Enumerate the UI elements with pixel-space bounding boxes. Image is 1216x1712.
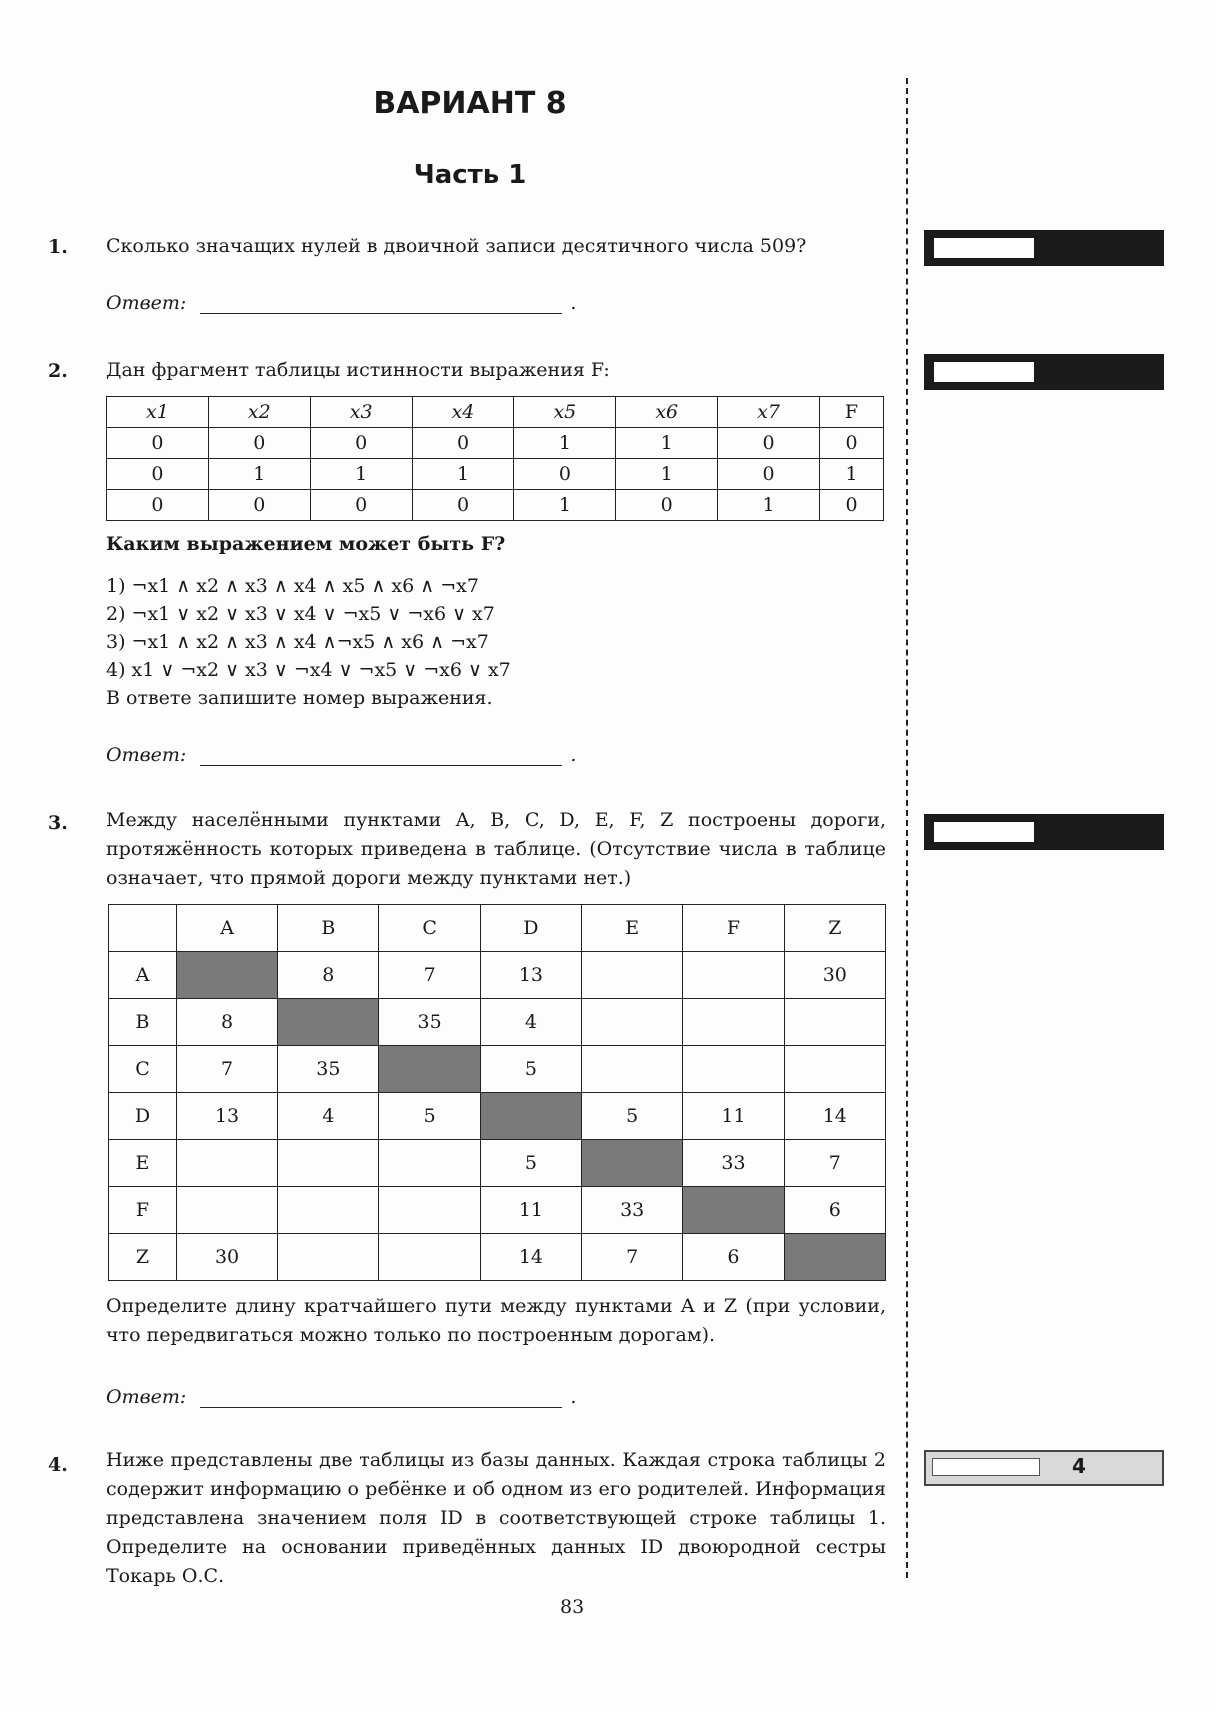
distance-row [109,1046,886,1093]
distance-cell: 14 [480,1234,581,1281]
q2-option: 1) ¬x1 ∧ x2 ∧ x3 ∧ x4 ∧ x5 ∧ x6 ∧ ¬x7 [106,575,479,597]
truth-cell: 1 [820,459,884,490]
distance-row-header: A [109,952,177,999]
distance-cell: 7 [379,952,480,999]
distance-corner-cell [109,905,177,952]
truth-cell: 1 [412,459,514,490]
distance-cell: 4 [278,1093,379,1140]
truth-cell: 1 [514,428,616,459]
distance-row-header: C [109,1046,177,1093]
distance-diagonal-cell [784,1234,885,1281]
distance-cell [683,952,784,999]
truth-cell: 1 [616,428,718,459]
truth-table-row [107,459,884,490]
answer-label: Ответ: [106,1386,187,1408]
q4-box-number: 4 [1072,1454,1086,1478]
distance-col-header: Z [784,905,885,952]
distance-cell [278,1140,379,1187]
q4-text: Ниже представлены две таблицы из базы данных. Каждая строка таблицы 2 содержит информацию о ребёнке и об одном из его родителей. Информация представлена значением поля ID в соответствующей строке таблицы 1. Определите на основании приведённых данных ID двоюродной сестры Токарь О.С. [106,1449,886,1587]
cut-line [906,78,908,1578]
distance-cell: 35 [278,1046,379,1093]
section-title: Часть 1 [413,160,527,190]
truth-head-cell: x6 [616,397,718,428]
truth-table-row [107,428,884,459]
q4-number: 4. [48,1454,68,1476]
distance-cell: 8 [176,999,277,1046]
q3-text: Между населёнными пунктами A, B, C, D, E, F, Z построены дороги, протяжённость которых приведена в таблице. (Отсутствие числа в таблице означает, что прямой дороги между пунктами нет.) [106,809,886,889]
distance-row [109,999,886,1046]
distance-col-header: B [278,905,379,952]
distance-col-header: E [582,905,683,952]
distance-cell: 30 [176,1234,277,1281]
q3-number: 3. [48,812,68,834]
distance-cell: 11 [683,1093,784,1140]
q2-option: 2) ¬x1 ∨ x2 ∨ x3 ∨ x4 ∨ ¬x5 ∨ ¬x6 ∨ x7 [106,603,495,625]
page-title: ВАРИАНТ 8 [373,86,567,121]
distance-cell: 5 [480,1140,581,1187]
distance-cell: 5 [379,1093,480,1140]
q2-option: 3) ¬x1 ∧ x2 ∧ x3 ∧ x4 ∧¬x5 ∧ x6 ∧ ¬x7 [106,631,489,653]
truth-head-cell: x1 [107,397,209,428]
truth-head-cell: x3 [310,397,412,428]
q1-answer-field[interactable] [200,295,562,314]
truth-table-header [107,397,884,428]
distance-row-header: E [109,1140,177,1187]
distance-diagonal-cell [683,1187,784,1234]
truth-table-row [107,490,884,521]
distance-row [109,1093,886,1140]
distance-cell: 6 [784,1187,885,1234]
truth-cell: 0 [107,490,209,521]
distance-row-header: F [109,1187,177,1234]
distance-cell [582,1046,683,1093]
distance-cell: 4 [480,999,581,1046]
distance-cell: 8 [278,952,379,999]
distance-cell [379,1234,480,1281]
distance-row [109,1234,886,1281]
distance-cell: 14 [784,1093,885,1140]
distance-cell [582,999,683,1046]
truth-cell: 0 [616,490,718,521]
distance-row [109,1187,886,1234]
truth-cell: 0 [514,459,616,490]
distance-col-header: A [176,905,277,952]
truth-cell: 1 [310,459,412,490]
q4-answer-box [924,1450,1164,1486]
q3-question: Определите длину кратчайшего пути между пунктами A и Z (при условии, что передвигаться можно только по построенным дорогам). [106,1295,886,1346]
distance-row-header: D [109,1093,177,1140]
q2-instruction: В ответе запишите номер выражения. [106,687,493,709]
truth-head-cell: x5 [514,397,616,428]
distance-cell [379,1187,480,1234]
truth-table [106,396,884,521]
page-number: 83 [560,1596,585,1618]
distance-cell: 5 [480,1046,581,1093]
distance-cell: 7 [176,1046,277,1093]
truth-cell: 0 [208,490,310,521]
distance-cell: 30 [784,952,885,999]
q2-answer [106,744,576,766]
q1-answer [106,292,576,314]
q2-options [106,572,511,712]
truth-cell: 1 [616,459,718,490]
q2-text: Дан фрагмент таблицы истинности выражения F: [106,359,610,381]
distance-diagonal-cell [379,1046,480,1093]
truth-cell: 0 [718,428,820,459]
truth-cell: 0 [208,428,310,459]
truth-cell: 0 [820,490,884,521]
truth-head-cell: F [820,397,884,428]
distance-cell: 6 [683,1234,784,1281]
distance-cell: 13 [480,952,581,999]
distance-cell [176,1140,277,1187]
q2-answer-field[interactable] [200,747,562,766]
truth-cell: 0 [412,428,514,459]
distance-cell [784,1046,885,1093]
distance-cell: 35 [379,999,480,1046]
truth-cell: 0 [107,459,209,490]
answer-label: Ответ: [106,292,187,314]
q1-number: 1. [48,236,68,258]
distance-cell [683,999,784,1046]
truth-cell: 1 [208,459,310,490]
distance-row [109,1140,886,1187]
answer-label: Ответ: [106,744,187,766]
truth-cell: 0 [310,490,412,521]
q2-answer-box [924,354,1164,390]
truth-cell: 0 [107,428,209,459]
distance-cell: 7 [784,1140,885,1187]
truth-cell: 0 [310,428,412,459]
answer-dot: . [570,292,577,314]
distance-cell: 5 [582,1093,683,1140]
distance-col-header: F [683,905,784,952]
q2-question: Каким выражением может быть F? [106,533,506,555]
distance-col-header: C [379,905,480,952]
q1-answer-box [924,230,1164,266]
distance-cell [683,1046,784,1093]
q3-answer-box [924,814,1164,850]
distance-cell [784,999,885,1046]
distance-cell: 13 [176,1093,277,1140]
distance-cell [278,1187,379,1234]
truth-cell: 1 [514,490,616,521]
distance-diagonal-cell [480,1093,581,1140]
distance-table [108,904,886,1281]
answer-dot: . [570,744,577,766]
distance-row-header: B [109,999,177,1046]
truth-head-cell: x4 [412,397,514,428]
truth-cell: 1 [718,490,820,521]
distance-cell: 33 [582,1187,683,1234]
distance-cell: 33 [683,1140,784,1187]
q1-text: Сколько значащих нулей в двоичной записи десятичного числа 509? [106,235,807,257]
q3-answer [106,1386,576,1408]
distance-cell [582,952,683,999]
distance-cell: 7 [582,1234,683,1281]
distance-cell [176,1187,277,1234]
q2-number: 2. [48,360,68,382]
q3-answer-field[interactable] [200,1389,562,1408]
distance-cell: 11 [480,1187,581,1234]
truth-cell: 0 [718,459,820,490]
truth-cell: 0 [820,428,884,459]
distance-col-header: D [480,905,581,952]
distance-diagonal-cell [582,1140,683,1187]
distance-cell [379,1140,480,1187]
answer-dot: . [570,1386,577,1408]
distance-row [109,952,886,999]
distance-row-header: Z [109,1234,177,1281]
truth-cell: 0 [412,490,514,521]
q2-option: 4) x1 ∨ ¬x2 ∨ x3 ∨ ¬x4 ∨ ¬x5 ∨ ¬x6 ∨ x7 [106,659,511,681]
distance-cell [278,1234,379,1281]
distance-header-row [109,905,886,952]
truth-head-cell: x7 [718,397,820,428]
distance-diagonal-cell [278,999,379,1046]
distance-diagonal-cell [176,952,277,999]
truth-head-cell: x2 [208,397,310,428]
